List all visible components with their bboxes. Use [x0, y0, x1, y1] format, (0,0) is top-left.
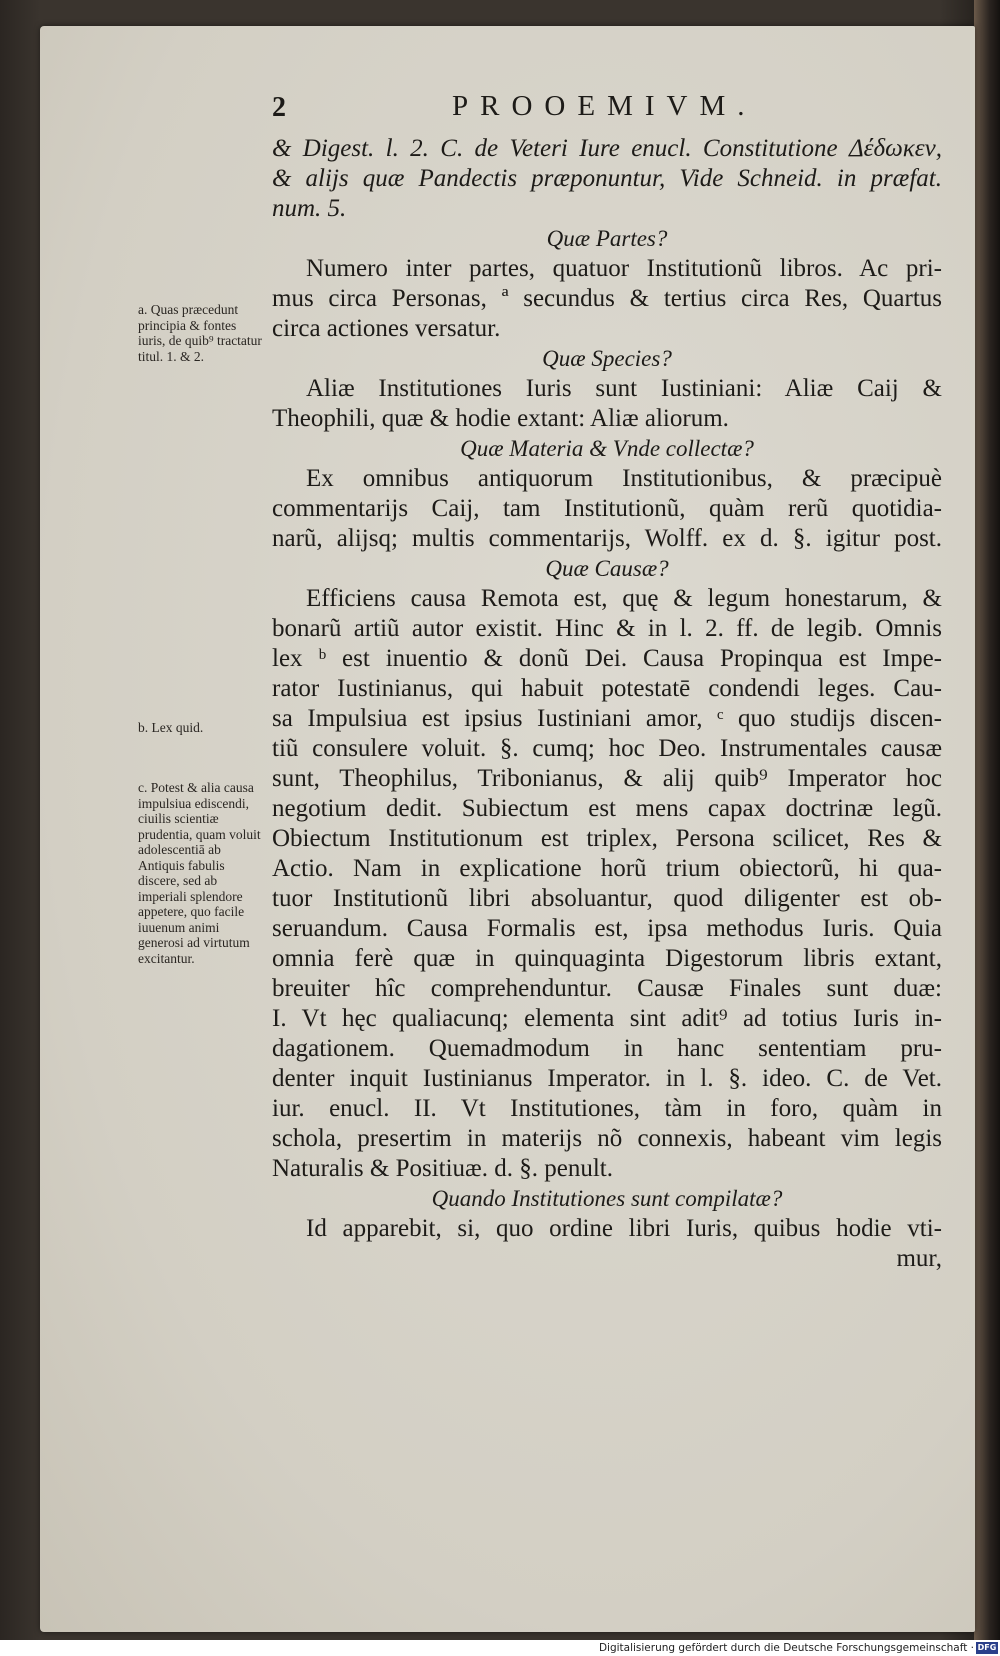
text-line: breuiter hîc comprehenduntur. Causæ Finales sunt duæ:	[272, 975, 942, 1002]
text-line: Theophili, quæ & hodie extant: Aliæ aliorum.	[272, 405, 729, 432]
text-line: Ex omnibus antiquorum Institutionibus, & præcipuè	[306, 465, 942, 492]
text-line: rator Iustinianus, qui habuit potestatē condendi leges. Cau-	[272, 675, 942, 702]
text-line: commentarijs Caij, tam Institutionũ, quàm rerũ quotidia-	[272, 495, 942, 522]
text-line: dagationem. Quemadmodum in hanc sententiam pru-	[272, 1035, 942, 1062]
text-line: lex ᵇ est inuentio & donũ Dei. Causa Propinqua est Impe-	[272, 645, 942, 672]
text-line: sa Impulsiua est ipsius Iustiniani amor, ᶜ quo studijs discen-	[272, 705, 942, 732]
section-question: Quæ Partes?	[546, 226, 668, 251]
text-line: Naturalis & Positiuæ. d. §. penult.	[272, 1155, 613, 1182]
text-line: Actio. Nam in explicatione horũ trium obiectorũ, hi qua-	[272, 855, 942, 882]
text-line: denter inquit Iustinianus Imperator. in l. §. ideo. C. de Vet.	[272, 1065, 942, 1092]
text-line: & alijs quæ Pandectis præponuntur, Vide Schneid. in præfat.	[272, 165, 942, 192]
section-question: Quæ Causæ?	[545, 556, 669, 581]
text-line: sunt, Theophilus, Tribonianus, & alij quib⁹ Imperator hoc	[272, 765, 942, 792]
section-question: Quæ Materia & Vnde collectæ?	[460, 436, 754, 461]
text-line: circa actiones versatur.	[272, 315, 501, 342]
section-question: Quæ Species?	[542, 346, 672, 371]
text-line: schola, presertim in materijs nõ connexis, habeant vim legis	[272, 1125, 942, 1152]
footer-credit: Digitalisierung gefördert durch die Deutsche Forschungsgemeinschaft ·	[598, 1642, 974, 1654]
text-line: bonarũ artiũ autor existit. Hinc & in l. 2. ff. de legib. Omnis	[272, 615, 942, 642]
text-line: I. Vt hęc qualiacunq; elementa sint adit⁹ ad totius Iuris in-	[272, 1005, 942, 1032]
text-line: Id apparebit, si, quo ordine libri Iuris, quibus hodie vti-	[306, 1215, 942, 1242]
text-line: narũ, alijsq; multis commentarijs, Wolff. ex d. §. igitur post.	[272, 525, 942, 552]
section-question: Quando Institutiones sunt compilatæ?	[431, 1186, 783, 1211]
text-line: Obiectum Institutionum est triplex, Persona scilicet, Res &	[272, 825, 942, 852]
text-line: & Digest. l. 2. C. de Veteri Iure enucl. Constitutione Δέδωκεν,	[272, 135, 942, 162]
text-line: omnia ferè quæ in quinquaginta Digestorum libris extant,	[272, 945, 942, 972]
dfg-logo: DFG	[977, 1643, 997, 1652]
footer-bar	[0, 1640, 1000, 1656]
text-line: iur. enucl. II. Vt Institutiones, tàm in foro, quàm in	[272, 1095, 942, 1122]
text-line: Efficiens causa Remota est, quę & legum honestarum, &	[306, 585, 942, 612]
text-line: Aliæ Institutiones Iuris sunt Iustiniani: Aliæ Caij &	[306, 375, 942, 402]
margin-note-a: a. Quas præcedunt principia & fontes iuris, de quib⁹ tractatur titul. 1. & 2.	[138, 302, 262, 364]
text-line: tiũ consulere voluit. §. cumq; hoc Deo. Instrumentales causæ	[272, 735, 942, 762]
text-line: Numero inter partes, quatuor Institutionũ libros. Ac pri-	[306, 255, 942, 282]
text-line: num. 5.	[272, 195, 347, 222]
text-line: mus circa Personas, ª secundus & tertius circa Res, Quartus	[272, 285, 942, 312]
text-line: negotium dedit. Subiectum est mens capax doctrinæ legũ.	[272, 795, 942, 822]
margin-note-b: b. Lex quid.	[138, 720, 204, 735]
margin-note-c: c. Potest & alia causa impulsiua ediscendi, ciuilis scientiæ prudentia, quam voluit adolescentiā ab Antiquis fabulis discere, sed ab imperiali splendore appetere, quo facile iuuenum animi generosi ad virtutum excitantur.	[138, 780, 261, 966]
main-text-block	[272, 134, 942, 1274]
running-title: PROOEMIVM.	[452, 90, 757, 122]
page-header	[272, 92, 932, 126]
text-line: tuor Institutionũ libri absoluantur, quod diligenter est ob-	[272, 885, 942, 912]
text-line: seruandum. Causa Formalis est, ipsa methodus Iuris. Quia	[272, 915, 942, 942]
text-line: mur,	[896, 1245, 942, 1272]
book-spine	[974, 0, 1000, 1640]
page-number: 2	[272, 92, 286, 123]
